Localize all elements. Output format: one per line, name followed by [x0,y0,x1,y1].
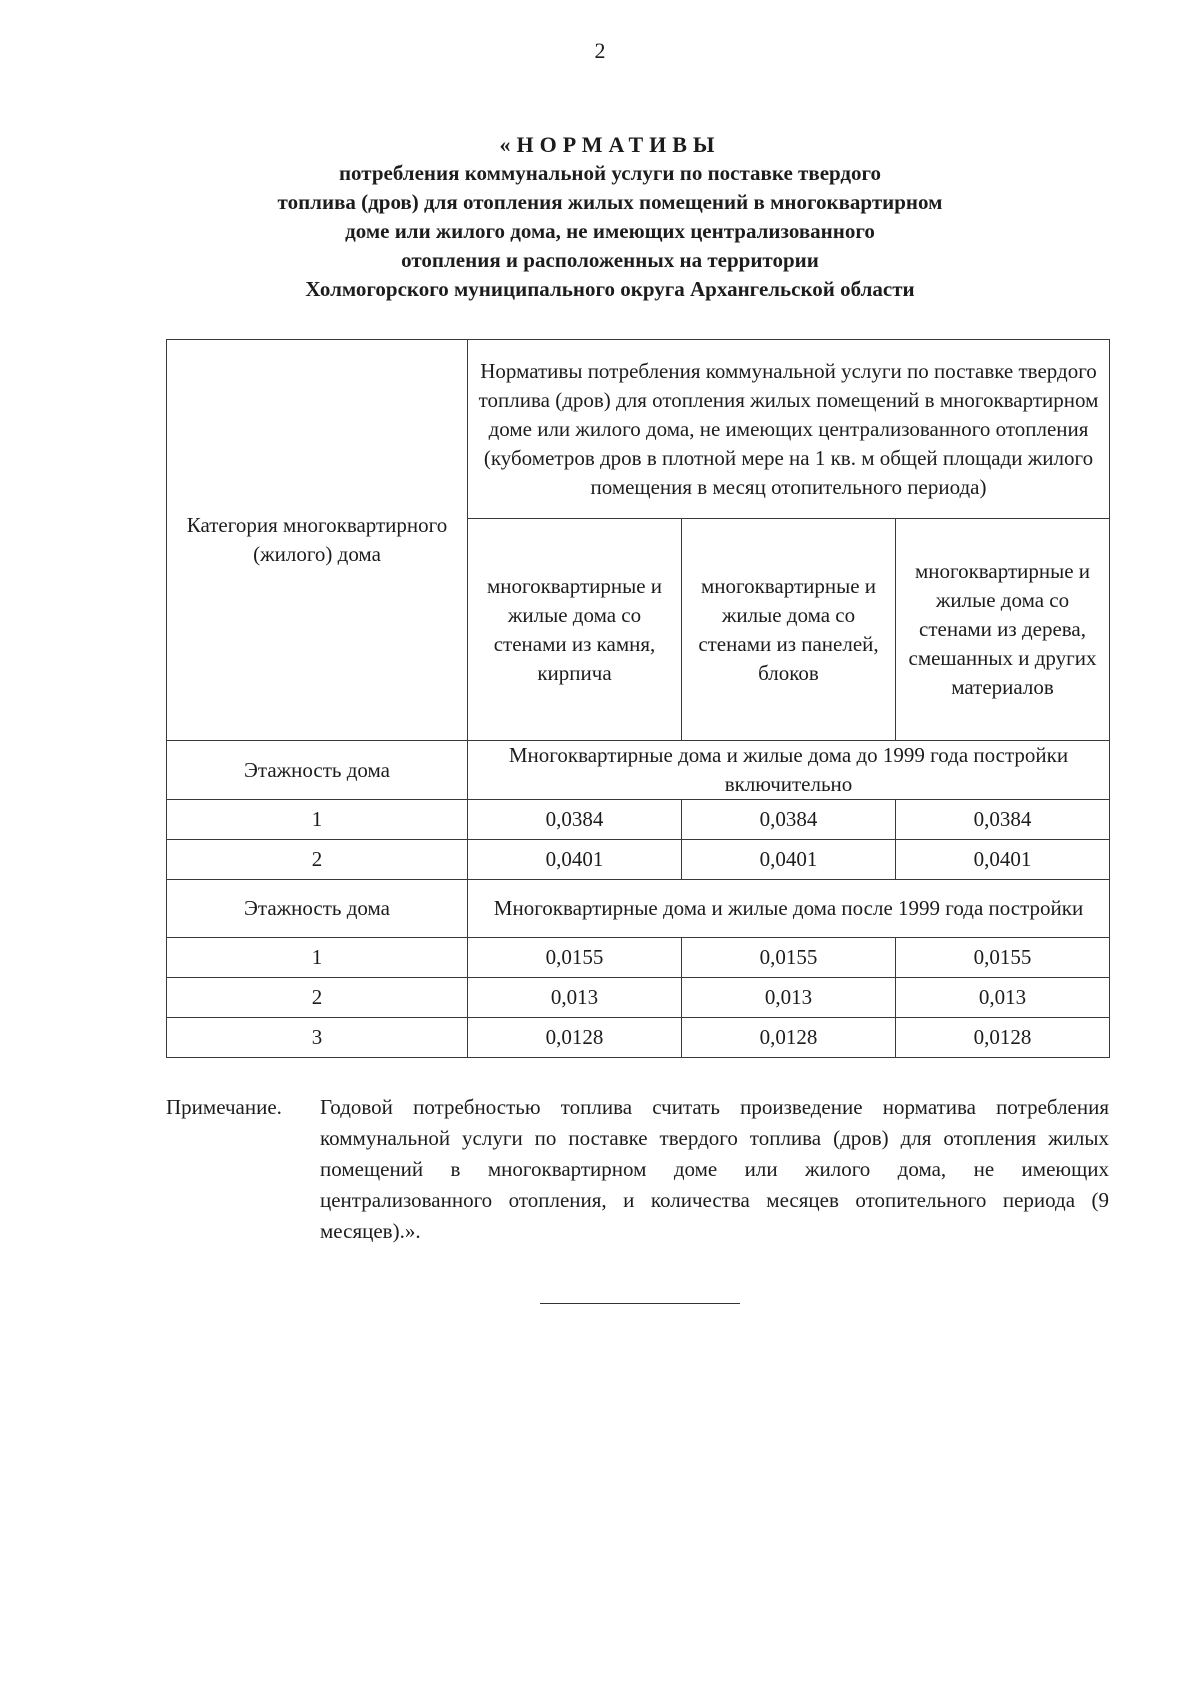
value-cell: 0,013 [682,978,896,1018]
norms-header-cell: Нормативы потребления коммунальной услуги по поставке твердого топлива (дров) для отопления жилых помещений в многоквартирном доме или жилого дома, не имеющих централизованного отопления (кубометров дров в плотной мере на 1 кв. м общей площади жилого помещения в месяц отопительного периода) [468,340,1110,519]
note-block [166,1092,1109,1247]
floors-cell: 2 [167,840,468,880]
norms-table [166,339,1110,1058]
section-row-label: Этажность дома [167,741,468,800]
table-header-row [167,340,1110,519]
column-header-wood-mixed: многоквартирные и жилые дома со стенами из дерева, смешанных и других материалов [896,519,1110,741]
table-row [167,800,1110,840]
value-cell: 0,0128 [468,1018,682,1058]
table-row [167,1018,1110,1058]
table-row [167,840,1110,880]
title-line: отопления и расположенных на территории [401,248,819,272]
table-row [167,938,1110,978]
value-cell: 0,0384 [896,800,1110,840]
document-title [160,130,1060,304]
value-cell: 0,0384 [468,800,682,840]
title-heading: «НОРМАТИВЫ [499,132,721,157]
value-cell: 0,0401 [468,840,682,880]
value-cell: 0,0384 [682,800,896,840]
floors-cell: 2 [167,978,468,1018]
title-line: доме или жилого дома, не имеющих централизованного [345,219,875,243]
value-cell: 0,0155 [468,938,682,978]
column-header-stone-brick: многоквартирные и жилые дома со стенами из камня, кирпича [468,519,682,741]
section-row [167,741,1110,800]
value-cell: 0,013 [896,978,1110,1018]
note-label: Примечание. [166,1095,282,1119]
note-text: Годовой потребностью топлива считать произведение норматива потребления коммунальной услуги по поставке твердого топлива (дров) для отопления жилых помещений в многоквартирном доме или жилого дома, не имеющих централизованного отопления, и количества месяцев отопительного периода (9 месяцев).». [320,1095,1109,1243]
category-header-cell: Категория многоквартирного (жилого) дома [167,340,468,741]
value-cell: 0,0401 [682,840,896,880]
value-cell: 0,0155 [682,938,896,978]
floors-cell: 1 [167,938,468,978]
page-number: 2 [594,38,606,63]
value-cell: 0,0155 [896,938,1110,978]
title-line: Холмогорского муниципального округа Архангельской области [305,277,915,301]
title-line: потребления коммунальной услуги по поставке твердого [338,161,882,185]
value-cell: 0,0401 [896,840,1110,880]
value-cell: 0,0128 [682,1018,896,1058]
floors-cell: 3 [167,1018,468,1058]
section-row [167,880,1110,938]
column-header-panel-block: многоквартирные и жилые дома со стенами из панелей, блоков [682,519,896,741]
value-cell: 0,0128 [896,1018,1110,1058]
end-divider [540,1303,740,1304]
title-line: топлива (дров) для отопления жилых помещений в многоквартирном [277,190,943,214]
section-title: Многоквартирные дома и жилые дома до 1999 года постройки включительно [468,741,1110,800]
section-title: Многоквартирные дома и жилые дома после 1999 года постройки [468,880,1110,938]
section-row-label: Этажность дома [167,880,468,938]
value-cell: 0,013 [468,978,682,1018]
table-row [167,978,1110,1018]
floors-cell: 1 [167,800,468,840]
